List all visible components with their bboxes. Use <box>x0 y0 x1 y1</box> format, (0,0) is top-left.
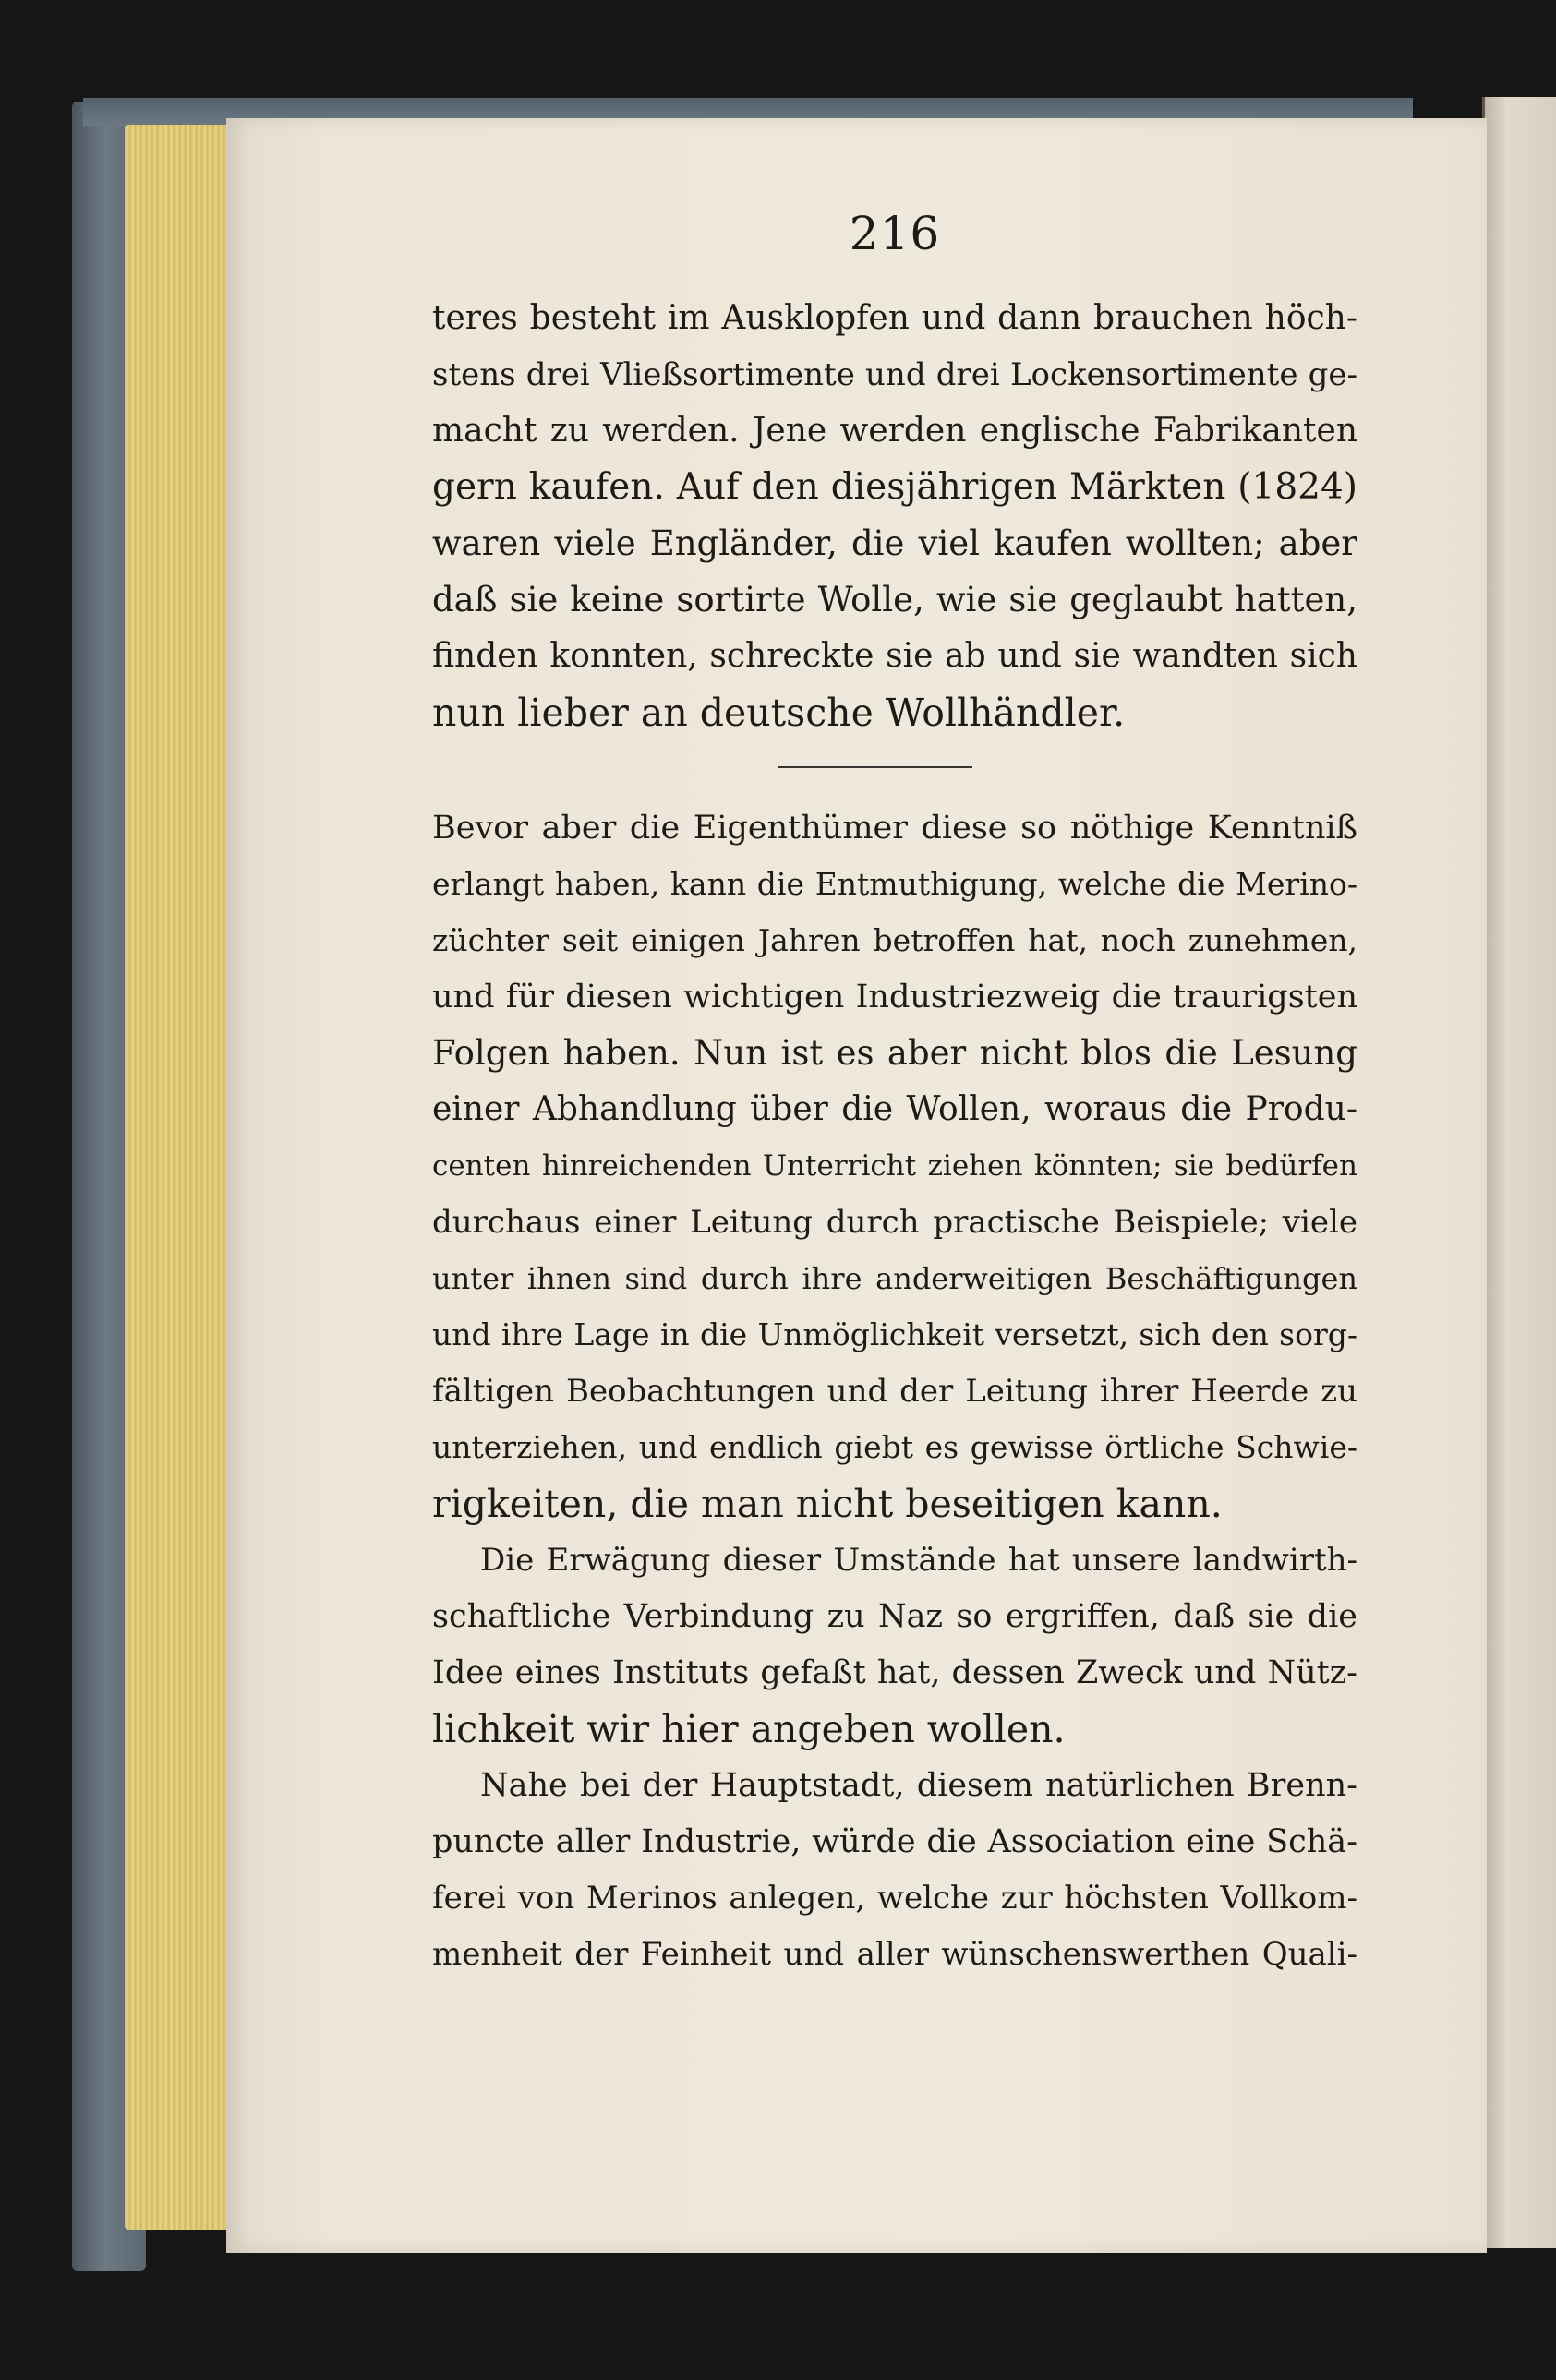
text-line: gern kaufen. Auf den diesjährigen Märkten (1824) <box>432 466 1357 508</box>
text-line: und ihre Lage in die Unmöglichkeit versetzt, sich den sorg- <box>432 1316 1357 1352</box>
text-line: schaftliche Verbindung zu Naz so ergriffen, daß sie die <box>432 1598 1357 1635</box>
text-line: Die Erwägung dieser Umstände hat unsere landwirth- <box>480 1542 1357 1579</box>
text-line: ferei von Merinos anlegen, welche zur höchsten Vollkom- <box>432 1880 1357 1917</box>
text-line: lichkeit wir hier angeben wollen. <box>432 1707 1066 1751</box>
text-line: züchter seit einigen Jahren betroffen hat, noch zunehmen, <box>432 922 1357 958</box>
text-line: daß sie keine sortirte Wolle, wie sie geglaubt hatten, <box>432 580 1357 619</box>
page-number: 216 <box>849 207 941 260</box>
text-line: erlangt haben, kann die Entmuthigung, welche die Merino- <box>432 866 1357 902</box>
text-line: unterziehen, und endlich giebt es gewisse örtliche Schwie- <box>432 1429 1357 1465</box>
text-line: macht zu werden. Jene werden englische Fabrikanten <box>432 412 1357 450</box>
text-line: nun lieber an deutsche Wollhändler. <box>432 691 1126 735</box>
facing-page-edge <box>1482 97 1556 2248</box>
text-line: Idee eines Instituts gefaßt hat, dessen Zweck und Nütz- <box>432 1654 1357 1691</box>
text-line: Nahe bei der Hauptstadt, diesem natürlichen Brenn- <box>480 1767 1357 1804</box>
text-line: stens drei Vließsortimente und drei Lockensortimente ge- <box>432 356 1357 393</box>
text-line: centen hinreichenden Unterricht ziehen könnten; sie bedürfen <box>432 1149 1357 1183</box>
text-line: fältigen Beobachtungen und der Leitung ihrer Heerde zu <box>432 1373 1357 1410</box>
text-line: finden konnten, schreckte sie ab und sie wandten sich <box>432 637 1357 675</box>
text-line: menheit der Feinheit und aller wünschenswerthen Quali- <box>432 1936 1357 1973</box>
text-line: und für diesen wichtigen Industriezweig die traurigsten <box>432 979 1357 1016</box>
section-divider <box>778 766 972 768</box>
text-line: waren viele Engländer, die viel kaufen wollten; aber <box>432 523 1357 563</box>
text-line: teres besteht im Ausklopfen und dann brauchen höch- <box>432 299 1357 337</box>
page-edges <box>125 125 235 2230</box>
text-line: Bevor aber die Eigenthümer diese so nöthige Kenntniß <box>432 810 1357 847</box>
text-line: puncte aller Industrie, würde die Association eine Schä- <box>432 1823 1357 1860</box>
text-line: unter ihnen sind durch ihre anderweitigen Beschäftigungen <box>432 1261 1357 1296</box>
text-line: einer Abhandlung über die Wollen, woraus die Produ- <box>432 1090 1357 1128</box>
text-line: rigkeiten, die man nicht beseitigen kann. <box>432 1482 1223 1526</box>
text-line: Folgen haben. Nun ist es aber nicht blos die Lesung <box>432 1033 1357 1073</box>
text-line: durchaus einer Leitung durch practische Beispiele; viele <box>432 1204 1357 1241</box>
